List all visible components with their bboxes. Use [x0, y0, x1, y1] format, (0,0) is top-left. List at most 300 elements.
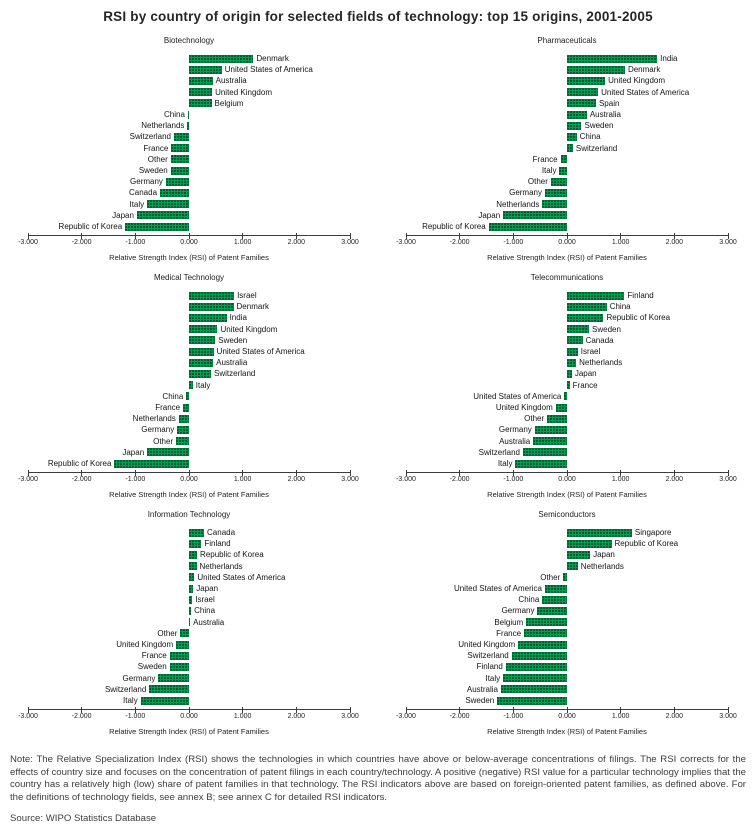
tick-mark	[674, 707, 675, 713]
country-label: United Kingdom	[608, 76, 666, 86]
bar	[189, 77, 213, 85]
tick-label: -2.000	[449, 713, 470, 720]
tick-mark	[620, 470, 621, 476]
bar	[503, 674, 567, 682]
tick-mark	[350, 707, 351, 713]
tick-mark	[189, 470, 190, 476]
charts-grid	[0, 30, 756, 741]
bar-row	[28, 561, 350, 572]
bar-row	[28, 53, 350, 64]
bar	[567, 144, 573, 152]
tick-label: -1.000	[125, 239, 146, 246]
country-label: Belgium	[214, 98, 244, 108]
bar	[189, 292, 234, 300]
bar-row	[406, 199, 728, 210]
country-label: Germany	[498, 425, 532, 435]
bar	[189, 88, 212, 96]
bar-row	[28, 312, 350, 323]
bar-row	[28, 594, 350, 605]
country-label: China	[164, 110, 185, 119]
bar	[518, 641, 567, 649]
country-label: China	[518, 595, 540, 605]
bar	[567, 88, 598, 96]
tick-label: 3.000	[341, 713, 359, 720]
country-label: Other	[524, 414, 545, 424]
country-label: United Kingdom	[215, 87, 272, 97]
bar	[567, 370, 572, 378]
bar-row	[406, 210, 728, 221]
bar	[189, 359, 213, 367]
bar	[149, 685, 189, 693]
chart-title: Medical Technology	[153, 273, 225, 282]
bar-row	[406, 312, 728, 323]
tick-mark	[350, 470, 351, 476]
x-axis	[396, 235, 737, 255]
country-label: Denmark	[236, 302, 269, 312]
bar-row	[28, 75, 350, 86]
chart-title: Pharmaceuticals	[537, 36, 597, 45]
bar	[501, 685, 567, 693]
bar	[567, 529, 632, 537]
bar	[559, 167, 567, 175]
tick-mark	[296, 233, 297, 239]
tick-label: -1.000	[503, 476, 524, 483]
country-label: Netherlands	[199, 561, 243, 571]
bar-row	[406, 572, 728, 583]
bar-row	[28, 628, 350, 639]
country-label: Japan	[122, 447, 145, 457]
bar	[189, 573, 194, 581]
bar	[189, 529, 204, 537]
bar-row	[406, 109, 728, 120]
bar-row	[28, 538, 350, 549]
source-text: Source: WIPO Statistics Database	[10, 813, 157, 825]
bar	[567, 66, 625, 74]
bar-row	[28, 210, 350, 221]
country-label: India	[229, 313, 247, 323]
bar-row	[406, 368, 728, 379]
bar	[537, 607, 567, 615]
bar	[189, 540, 201, 548]
bar-row	[28, 527, 350, 538]
bar	[567, 133, 577, 141]
bar	[567, 336, 583, 344]
bar-row	[28, 380, 350, 391]
tick-label: 1.000	[611, 239, 630, 246]
bar-row	[406, 346, 728, 357]
country-label: Finland	[627, 291, 654, 300]
bar-row	[406, 402, 728, 413]
country-label: United Kingdom	[458, 640, 516, 649]
country-label: Sweden	[138, 166, 168, 175]
tick-mark	[728, 470, 729, 476]
tick-label: -3.000	[18, 713, 38, 720]
bar-row	[406, 549, 728, 560]
bar-row	[406, 380, 728, 391]
bar	[567, 381, 570, 389]
bar	[189, 303, 234, 311]
country-label: Netherlands	[579, 358, 623, 368]
country-label: Switzerland	[478, 447, 520, 457]
bar	[503, 211, 567, 219]
bar	[189, 314, 227, 322]
country-label: Republic of Korea	[422, 222, 486, 231]
bar-row	[28, 402, 350, 413]
bar	[567, 314, 603, 322]
tick-label: 1.000	[611, 476, 630, 483]
bar-row	[28, 458, 350, 469]
tick-mark	[567, 470, 568, 476]
bar	[171, 155, 189, 163]
tick-mark	[135, 233, 136, 239]
tick-label: -3.000	[396, 713, 416, 720]
bar-row	[28, 109, 350, 120]
bar	[489, 223, 567, 231]
tick-label: 3.000	[341, 239, 359, 246]
country-label: Italy	[123, 696, 138, 705]
country-label: Australia	[589, 110, 621, 119]
tick-mark	[567, 233, 568, 239]
bar-plot	[28, 527, 350, 707]
bar-row	[406, 391, 728, 402]
bar-row	[406, 650, 728, 661]
tick-label: 1.000	[233, 476, 252, 483]
bar-row	[406, 143, 728, 154]
bar-row	[406, 98, 728, 109]
bar	[556, 404, 567, 412]
bar	[189, 66, 222, 74]
country-label: Australia	[193, 617, 225, 627]
bar	[567, 77, 605, 85]
bar-row	[406, 594, 728, 605]
bar	[179, 415, 189, 423]
bar-row	[28, 617, 350, 628]
country-label: Germany	[130, 177, 163, 187]
country-label: Republic of Korea	[606, 313, 671, 323]
country-label: Japan	[196, 584, 219, 593]
bar	[189, 551, 197, 559]
bar	[542, 596, 567, 604]
country-label: Sweden	[218, 335, 248, 345]
tick-mark	[513, 707, 514, 713]
tick-label: -1.000	[503, 713, 524, 720]
bar-row	[28, 391, 350, 402]
page-title: RSI by country of origin for selected fields of technology: top 15 origins, 2001-2005	[103, 9, 653, 24]
country-label: Canada	[129, 188, 158, 198]
bar	[170, 663, 189, 671]
tick-mark	[296, 707, 297, 713]
tick-mark	[513, 233, 514, 239]
tick-label: 2.000	[287, 713, 306, 720]
tick-mark	[28, 233, 29, 239]
tick-mark	[242, 470, 243, 476]
bar	[147, 448, 189, 456]
bar-row	[406, 357, 728, 368]
bar-row	[406, 64, 728, 75]
bar	[187, 122, 189, 130]
x-axis-label: Relative Strength Index (RSI) of Patent Families	[487, 490, 647, 499]
bar	[567, 292, 624, 300]
bar	[137, 211, 189, 219]
bar-row	[406, 221, 728, 232]
tick-label: 0.000	[180, 239, 198, 246]
bar	[567, 111, 587, 119]
country-label: Denmark	[627, 65, 661, 75]
country-label: Netherlands	[141, 121, 185, 131]
country-label: China	[162, 391, 184, 401]
bar-row	[28, 549, 350, 560]
country-label: China	[579, 132, 601, 142]
country-label: Germany	[501, 606, 535, 616]
bar-row	[406, 617, 728, 628]
bar	[176, 437, 189, 445]
bar	[183, 404, 189, 412]
tick-mark	[135, 470, 136, 476]
bar-row	[28, 639, 350, 650]
country-label: China	[609, 302, 631, 312]
bar	[176, 641, 189, 649]
country-label: Republic of Korea	[200, 550, 264, 560]
bar-row	[28, 154, 350, 165]
tick-label: -1.000	[503, 239, 524, 246]
country-label: Australia	[216, 358, 248, 368]
bar-row	[28, 673, 350, 684]
chart-title: Information Technology	[147, 510, 231, 519]
country-label: United Kingdom	[116, 640, 174, 649]
country-label: Switzerland	[129, 132, 171, 142]
bar	[125, 223, 189, 231]
tick-label: 1.000	[233, 713, 252, 720]
x-axis	[396, 472, 737, 492]
tick-mark	[459, 470, 460, 476]
tick-mark	[406, 707, 407, 713]
bar	[497, 697, 567, 705]
bar	[188, 111, 189, 119]
bar-row	[28, 165, 350, 176]
bar-plot	[406, 527, 728, 707]
tick-label: 3.000	[341, 476, 359, 483]
country-label: Italy	[129, 199, 145, 209]
tick-label: -3.000	[396, 239, 416, 246]
bar-row	[28, 413, 350, 424]
chart-title: Telecommunications	[530, 273, 604, 282]
bar	[567, 348, 578, 356]
country-label: Finland	[204, 539, 231, 549]
country-label: Netherlands	[132, 414, 176, 424]
bar	[177, 426, 189, 434]
country-label: Other	[147, 154, 168, 164]
bar-row	[28, 605, 350, 616]
tick-label: 2.000	[287, 239, 306, 246]
tick-mark	[242, 707, 243, 713]
bar-row	[28, 650, 350, 661]
bar-row	[28, 64, 350, 75]
bar	[189, 562, 197, 570]
bar-row	[406, 165, 728, 176]
x-axis	[18, 472, 359, 492]
bar-row	[28, 572, 350, 583]
tick-label: -3.000	[396, 476, 416, 483]
bar	[567, 562, 578, 570]
bar	[515, 460, 567, 468]
bar-row	[28, 684, 350, 695]
country-label: Republic of Korea	[47, 459, 112, 468]
tick-mark	[81, 707, 82, 713]
bar	[186, 392, 189, 400]
chart-medical-technology	[0, 267, 378, 504]
chart-pharmaceuticals	[378, 30, 756, 267]
tick-label: 0.000	[558, 239, 576, 246]
tick-mark	[674, 470, 675, 476]
country-label: United Kingdom	[220, 324, 278, 334]
chart-semiconductors	[378, 504, 756, 741]
country-label: Other	[540, 572, 561, 582]
bar	[160, 189, 189, 197]
bar-plot	[406, 53, 728, 233]
bar	[526, 618, 567, 626]
bar-row	[406, 527, 728, 538]
bar	[506, 663, 567, 671]
country-label: United States of America	[224, 65, 313, 75]
bar	[189, 596, 192, 604]
tick-mark	[28, 470, 29, 476]
bar	[170, 652, 189, 660]
country-label: United States of America	[453, 584, 542, 593]
bar-row	[28, 176, 350, 187]
tick-label: -3.000	[18, 476, 38, 483]
bar	[512, 652, 567, 660]
bar	[114, 460, 189, 468]
bar-row	[28, 436, 350, 447]
bar-row	[406, 187, 728, 198]
country-label: India	[660, 54, 678, 63]
bar-row	[406, 583, 728, 594]
country-label: Sweden	[137, 662, 167, 672]
bar	[189, 325, 217, 333]
tick-mark	[189, 233, 190, 239]
country-label: United States of America	[601, 87, 690, 97]
bar-row	[28, 187, 350, 198]
country-label: Sweden	[592, 324, 621, 334]
country-label: United States of America	[216, 347, 305, 356]
country-label: Netherlands	[580, 561, 624, 571]
tick-label: 3.000	[719, 713, 737, 720]
bar-row	[28, 346, 350, 357]
bar	[533, 437, 567, 445]
bar-row	[406, 335, 728, 346]
tick-mark	[81, 233, 82, 239]
bar	[189, 55, 253, 63]
tick-mark	[81, 470, 82, 476]
bar-row	[28, 221, 350, 232]
bar-row	[406, 176, 728, 187]
bar-row	[406, 87, 728, 98]
bar	[567, 551, 590, 559]
bar-row	[406, 120, 728, 131]
bar-row	[28, 143, 350, 154]
bar	[189, 370, 211, 378]
country-label: Sweden	[584, 121, 614, 131]
bar-row	[406, 605, 728, 616]
bar-row	[406, 75, 728, 86]
chart-title: Biotechnology	[163, 36, 215, 45]
country-label: Singapore	[634, 528, 672, 537]
bar-row	[406, 628, 728, 639]
x-axis-label: Relative Strength Index (RSI) of Patent Families	[487, 727, 647, 736]
tick-label: -2.000	[449, 476, 470, 483]
bar-row	[28, 98, 350, 109]
country-label: Australia	[215, 76, 247, 86]
tick-mark	[242, 233, 243, 239]
bar	[171, 144, 189, 152]
bar	[545, 189, 567, 197]
tick-label: 3.000	[719, 239, 737, 246]
bar-row	[28, 290, 350, 301]
tick-mark	[296, 470, 297, 476]
country-label: United Kingdom	[495, 403, 553, 412]
bar-row	[28, 661, 350, 672]
tick-label: -2.000	[71, 239, 92, 246]
bar-row	[28, 583, 350, 594]
tick-label: 1.000	[233, 239, 252, 246]
bar	[189, 585, 193, 593]
bar	[189, 99, 212, 107]
bar	[551, 178, 567, 186]
country-label: Germany	[509, 188, 542, 198]
tick-label: -2.000	[71, 476, 92, 483]
country-label: United States of America	[197, 572, 286, 582]
country-label: Germany	[141, 425, 175, 435]
tick-mark	[189, 707, 190, 713]
tick-label: 2.000	[665, 239, 684, 246]
country-label: France	[141, 651, 167, 661]
bar-row	[406, 561, 728, 572]
country-label: France	[143, 143, 169, 153]
bar-row	[406, 324, 728, 335]
bar	[535, 426, 567, 434]
bar	[141, 697, 189, 705]
bar-plot	[406, 290, 728, 470]
tick-mark	[728, 707, 729, 713]
tick-mark	[620, 233, 621, 239]
bar-row	[406, 447, 728, 458]
bar	[561, 155, 567, 163]
tick-label: -1.000	[125, 476, 146, 483]
x-axis-label: Relative Strength Index (RSI) of Patent Families	[487, 253, 647, 262]
bar-row	[28, 131, 350, 142]
bar-row	[406, 538, 728, 549]
bar-row	[406, 436, 728, 447]
tick-mark	[674, 233, 675, 239]
country-label: Netherlands	[496, 199, 540, 209]
country-label: Other	[153, 436, 174, 446]
bar	[567, 359, 576, 367]
chart-title: Semiconductors	[538, 510, 596, 519]
country-label: Republic of Korea	[614, 539, 679, 549]
note-text: Note: The Relative Specialization Index (RSI) shows the technologies in which countries have above or below-average concentrations of filings. The RSI corrects for the effects of country size and focuses on the concentration of patent filings in each country/technology. A positive (negative) RSI value for a particular technology implies that the country has a relatively high (low) share of patent families in that technology. The RSI indicators above are based on foreign-oriented patent families, as defined above. For the definitions of technology fields, see annex B; see annex C for detailed RSI indicators.	[10, 754, 746, 803]
bar	[524, 629, 567, 637]
tick-label: 2.000	[665, 476, 684, 483]
x-axis-label: Relative Strength Index (RSI) of Patent Families	[109, 253, 269, 262]
bar-row	[28, 357, 350, 368]
chart-telecommunications	[378, 267, 756, 504]
country-label: France	[155, 403, 181, 412]
tick-mark	[567, 707, 568, 713]
tick-label: 0.000	[558, 713, 576, 720]
bar-row	[406, 673, 728, 684]
bar	[567, 540, 612, 548]
bar	[563, 573, 567, 581]
